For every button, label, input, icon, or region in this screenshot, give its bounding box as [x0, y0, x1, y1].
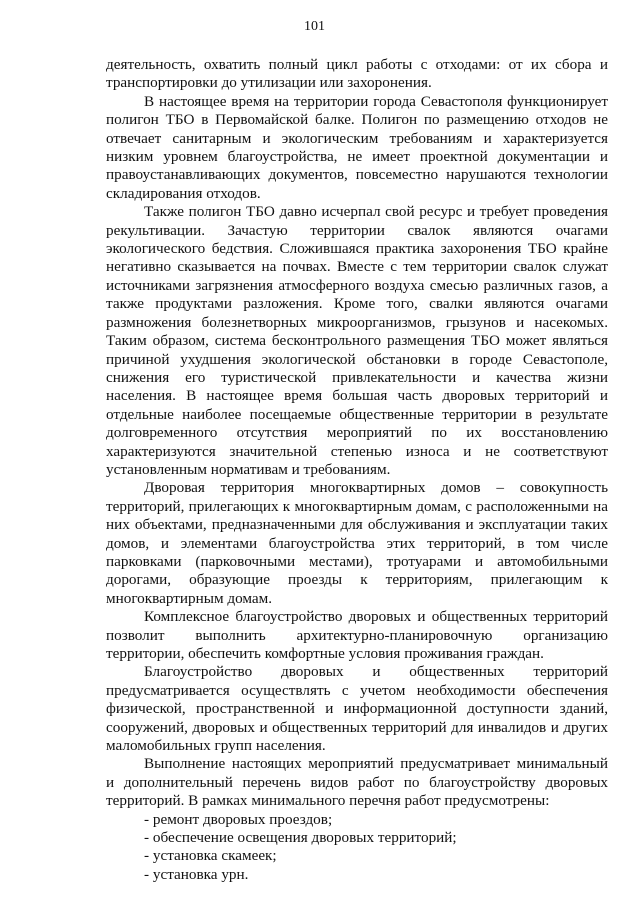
page-number: 101	[304, 19, 325, 34]
paragraph-4: Дворовая территория многоквартирных домов – совокупность территорий, прилегающих к многоквартирным домам, с расположенными на них объектами, предназначенными для обслуживания и эксплуатации таких домов, и элементами благоустройства этих территорий, в том числе парковками (парковочными местами), тротуарами и автомобильными дорогами, образующие проезды к территориям, прилегающим к многоквартирным домам.	[106, 479, 608, 607]
paragraph-1: деятельность, охватить полный цикл работы с отходами: от их сбора и транспортировки до утилизации или захоронения.	[106, 56, 608, 92]
list-item: - установка урн.	[144, 865, 249, 883]
paragraph-2: В настоящее время на территории города Севастополя функционирует полигон ТБО в Первомайской балке. Полигон по размещению отходов не отвечает санитарным и экологическим требованиям и характеризуется низким уровнем благоустройства, не имеет проектной документации и правоустанавливающих документов, повсеместно нарушаются технологии складирования отходов.	[106, 92, 608, 202]
list-item: - установка скамеек;	[144, 847, 277, 865]
paragraph-7: Выполнение настоящих мероприятий предусматривает минимальный и дополнительный перечень видов работ по благоустройству дворовых территорий. В рамках минимального перечня работ предусмотрены:	[106, 755, 608, 810]
list-item: - ремонт дворовых проездов;	[144, 810, 333, 828]
list-item: - обеспечение освещения дворовых территорий;	[144, 829, 457, 847]
paragraph-6: Благоустройство дворовых и общественных территорий предусматривается осуществлять с учетом необходимости обеспечения физической, пространственной и информационной доступности зданий, сооружений, дворовых и общественных территорий для инвалидов и других маломобильных групп населения.	[106, 663, 608, 755]
works-list	[106, 811, 608, 885]
paragraph-5: Комплексное благоустройство дворовых и общественных территорий позволит выполнить архитектурно-планировочную организацию территории, обеспечить комфортные условия проживания граждан.	[106, 608, 608, 662]
document-body	[106, 56, 608, 884]
paragraph-3: Также полигон ТБО давно исчерпал свой ресурс и требует проведения рекультивации. Зачастую территории свалок являются очагами экологического бедствия. Сложившаяся практика захоронения ТБО крайне негативно сказывается на почвах. Вместе с тем территории свалок служат источниками загрязнения атмосферного воздуха смесью различных газов, а также продуктами разложения. Кроме того, свалки являются очагами размножения болезнетворных микроорганизмов, грызунов и насекомых. Таким образом, система бесконтрольного размещения ТБО может являться причиной ухудшения экологической обстановки в городе Севастополе, снижения его туристической привлекательности и качества жизни населения. В настоящее время большая часть дворовых территорий и отдельные наиболее посещаемые общественные территории в результате долговременного отсутствия мероприятий по их восстановлению характеризуются значительной степенью износа и не соответствуют установленным нормативам и требованиям.	[106, 203, 608, 478]
